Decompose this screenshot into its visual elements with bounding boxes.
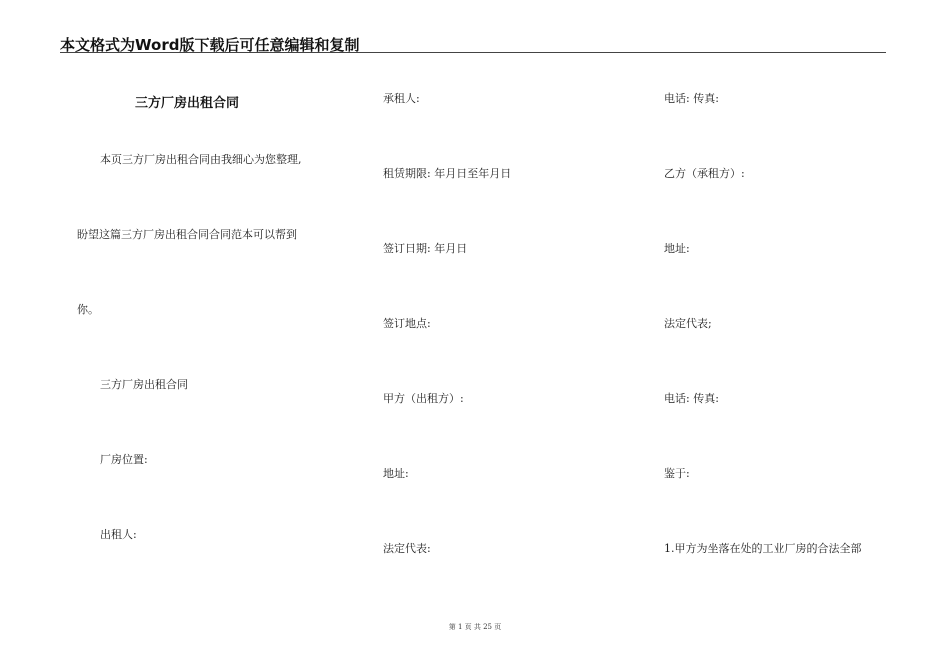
paragraph-line: 1.甲方为坐落在处的工业厂房的合法全部 [664,542,862,555]
paragraph-line: 出租人: [100,528,137,541]
paragraph-line: 乙方（承租方）: [664,167,745,180]
paragraph-line: 签订日期: 年月日 [383,242,468,255]
paragraph-line: 签订地点: [383,317,431,330]
header-divider [60,52,886,53]
paragraph-line: 租赁期限: 年月日至年月日 [383,167,512,180]
page-number-footer: 第 1 页 共 25 页 [448,623,502,631]
paragraph-line: 本页三方厂房出租合同由我细心为您整理, [100,153,302,166]
page-header-title: 本文格式为Word版下载后可任意编辑和复制 [60,36,360,54]
paragraph-line: 电话: 传真: [664,392,719,405]
paragraph-line: 地址: [383,467,409,480]
paragraph-line: 盼望这篇三方厂房出租合同合同范本可以帮到 [77,228,297,241]
paragraph-line: 地址: [664,242,690,255]
paragraph-line: 厂房位置: [100,453,148,466]
paragraph-line: 承租人: [383,92,420,105]
paragraph-line: 甲方（出租方）: [383,392,464,405]
paragraph-line: 鉴于: [664,467,690,480]
paragraph-line: 电话: 传真: [664,92,719,105]
paragraph-line: 法定代表: [383,542,431,555]
paragraph-line: 你。 [77,303,99,316]
document-title: 三方厂房出租合同 [135,96,240,111]
paragraph-line: 法定代表; [664,317,712,330]
paragraph-line: 三方厂房出租合同 [100,378,188,391]
